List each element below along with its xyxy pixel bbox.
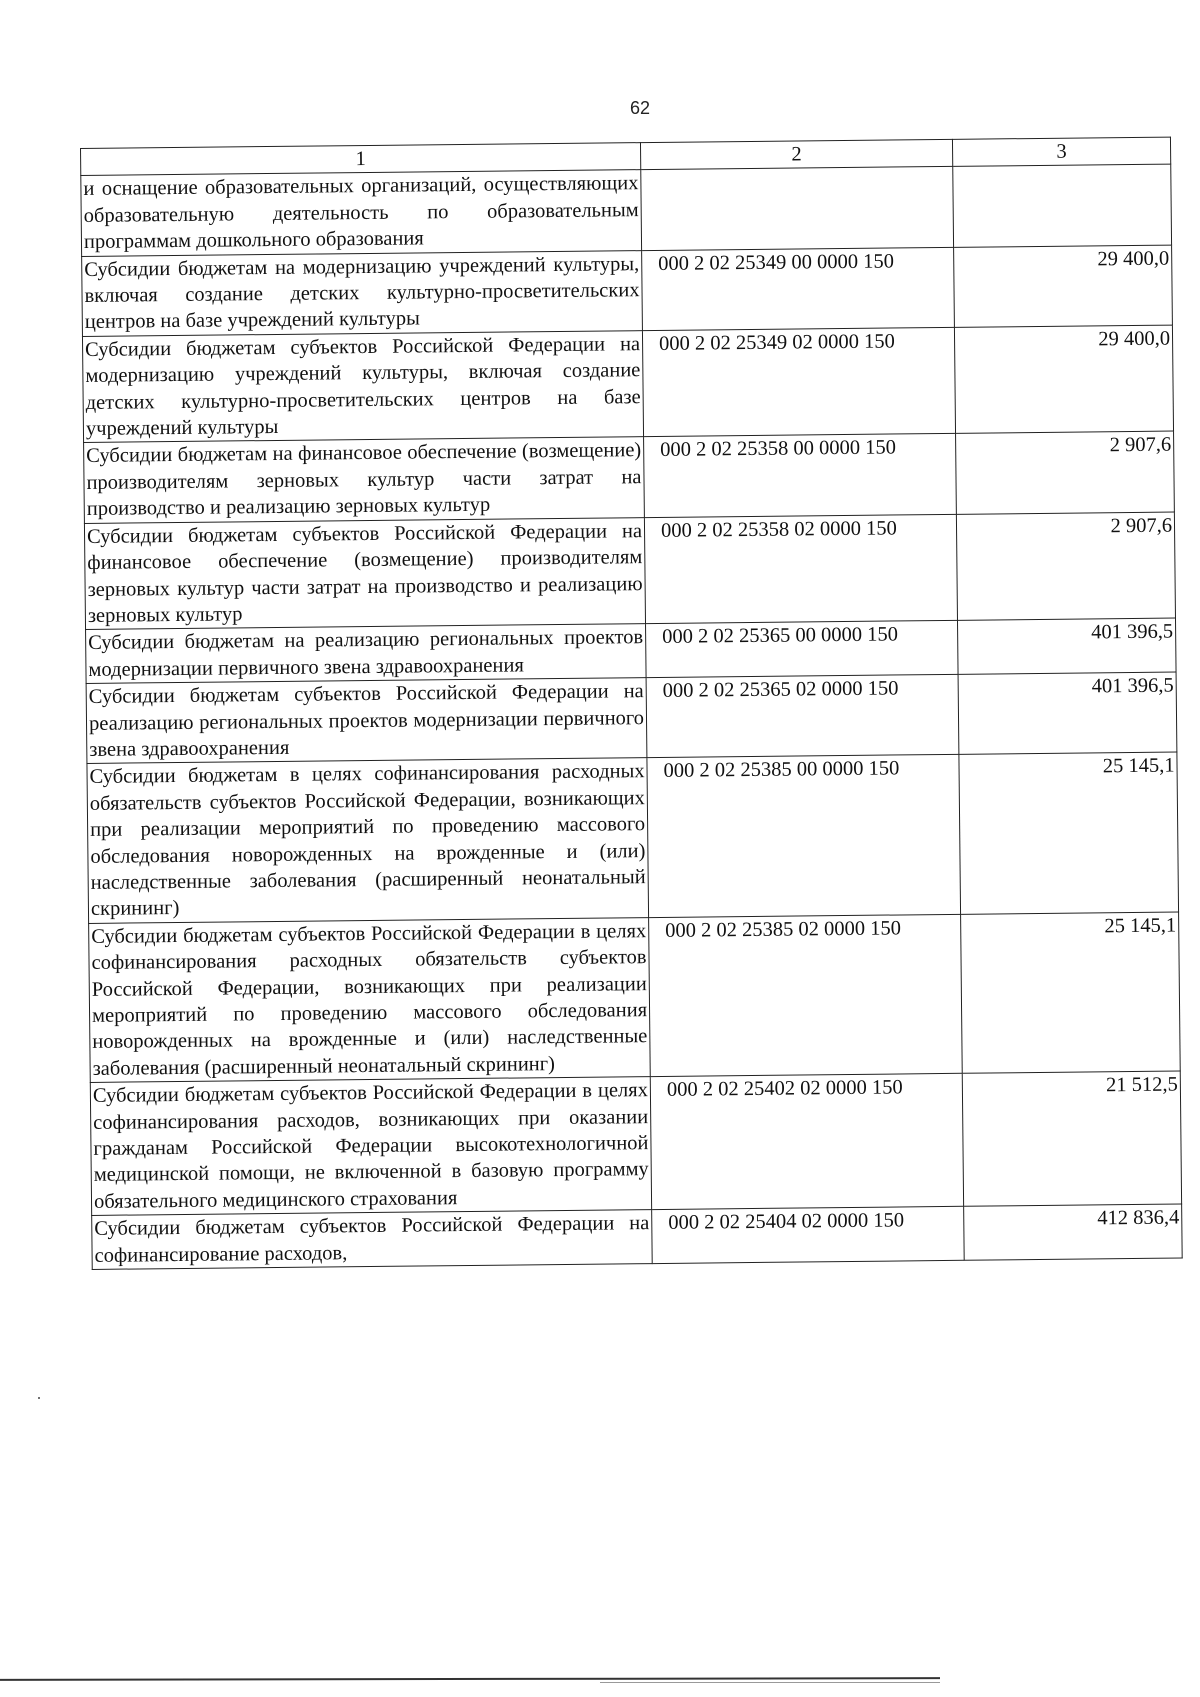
budget-table [80,137,1183,1270]
row-description: Субсидии бюджетам субъектов Российской Федерации на модернизацию учреждений культуры, включая создание детских культурно-просветительских центров на базе учреждений культуры [82,330,643,442]
row-description: Субсидии бюджетам в целях софинансирования расходных обязательств субъектов Российской Федерации, возникающих при реализации мероприятий по проведению массового обследования новорожденных на врожденные и (или) наследственные заболевания (расширенный неонатальный скрининг) [87,758,649,923]
row-amount: 25 145,1 [959,752,1179,914]
header-col-1: 1 [81,143,641,176]
row-amount: 2 907,6 [956,432,1175,514]
table-row [89,912,1181,1083]
row-description: Субсидии бюджетам субъектов Российской Федерации на финансовое обеспечение (возмещение) производителям зерновых культур части затрат на производство и реализацию зерновых культур [84,517,645,629]
row-description: Субсидии бюджетам субъектов Российской Федерации на реализацию региональных проектов модернизации первичного звена здравоохранения [86,678,647,764]
row-code: 000 2 02 25404 02 0000 150 [652,1207,965,1264]
table-body [81,164,1182,1269]
row-code: 000 2 02 25349 02 0000 150 [642,327,955,437]
row-amount: 29 400,0 [954,325,1173,434]
row-code: 000 2 02 25365 00 0000 150 [646,621,959,678]
row-code [641,167,954,250]
table-row [90,1071,1181,1215]
row-code: 000 2 02 25358 00 0000 150 [644,434,957,517]
row-amount: 29 400,0 [954,245,1173,327]
budget-table-container [80,137,1182,1270]
table-row [84,512,1175,630]
table-row [84,432,1175,524]
table-row [86,672,1177,764]
row-description: Субсидии бюджетам субъектов Российской Федерации в целях софинансирования расходов, возникающих при оказании гражданам Российской Федерации высокотехнологичной медицинской помощи, не включенной в базовую программу обязательного медицинского страхования [90,1077,651,1216]
page-number: 62 [629,98,651,118]
row-code: 000 2 02 25365 02 0000 150 [646,674,959,757]
row-description: Субсидии бюджетам на финансовое обеспечение (возмещение) производителям зерновых культур части затрат на производство и реализацию зерновых культур [84,437,645,523]
page-bottom-rule-faint [600,1682,940,1683]
row-code: 000 2 02 25402 02 0000 150 [650,1074,963,1210]
row-code: 000 2 02 25385 00 0000 150 [647,755,961,918]
row-description: Субсидии бюджетам субъектов Российской Федерации на софинансирование расходов, [92,1210,653,1270]
row-code: 000 2 02 25358 02 0000 150 [644,514,957,624]
table-row [82,245,1173,337]
row-code: 000 2 02 25349 00 0000 150 [642,247,955,330]
row-amount: 25 145,1 [961,912,1181,1074]
header-col-2: 2 [640,139,952,170]
row-description: Субсидии бюджетам на модернизацию учреждений культуры, включая создание детских культурно-просветительских центров на базе учреждений культуры [82,250,643,336]
table-row [81,164,1172,256]
row-amount: 2 907,6 [956,512,1175,621]
row-amount [953,164,1172,246]
table-row [92,1204,1183,1269]
row-amount: 21 512,5 [962,1071,1181,1206]
row-description: Субсидии бюджетам на реализацию региональных проектов модернизации первичного звена здравоохранения [86,624,647,684]
table-row [87,752,1179,923]
row-amount: 401 396,5 [958,672,1177,754]
row-amount: 401 396,5 [957,618,1176,674]
scan-speck [38,1397,40,1399]
row-amount: 412 836,4 [964,1204,1183,1260]
row-description: и оснащение образовательных организаций, осуществляющих образовательную деятельность по образовательным программам дошкольного образования [81,170,642,256]
page-bottom-rule [0,1677,940,1681]
header-col-3: 3 [952,137,1170,167]
row-description: Субсидии бюджетам субъектов Российской Федерации в целях софинансирования расходных обязательств субъектов Российской Федерации, возникающих при реализации мероприятий по проведению массового обследования новорожденных на врожденные и (или) наследственные заболевания (расширенный неонатальный скрининг) [89,917,651,1082]
row-code: 000 2 02 25385 02 0000 150 [649,914,963,1077]
table-row [82,325,1173,443]
